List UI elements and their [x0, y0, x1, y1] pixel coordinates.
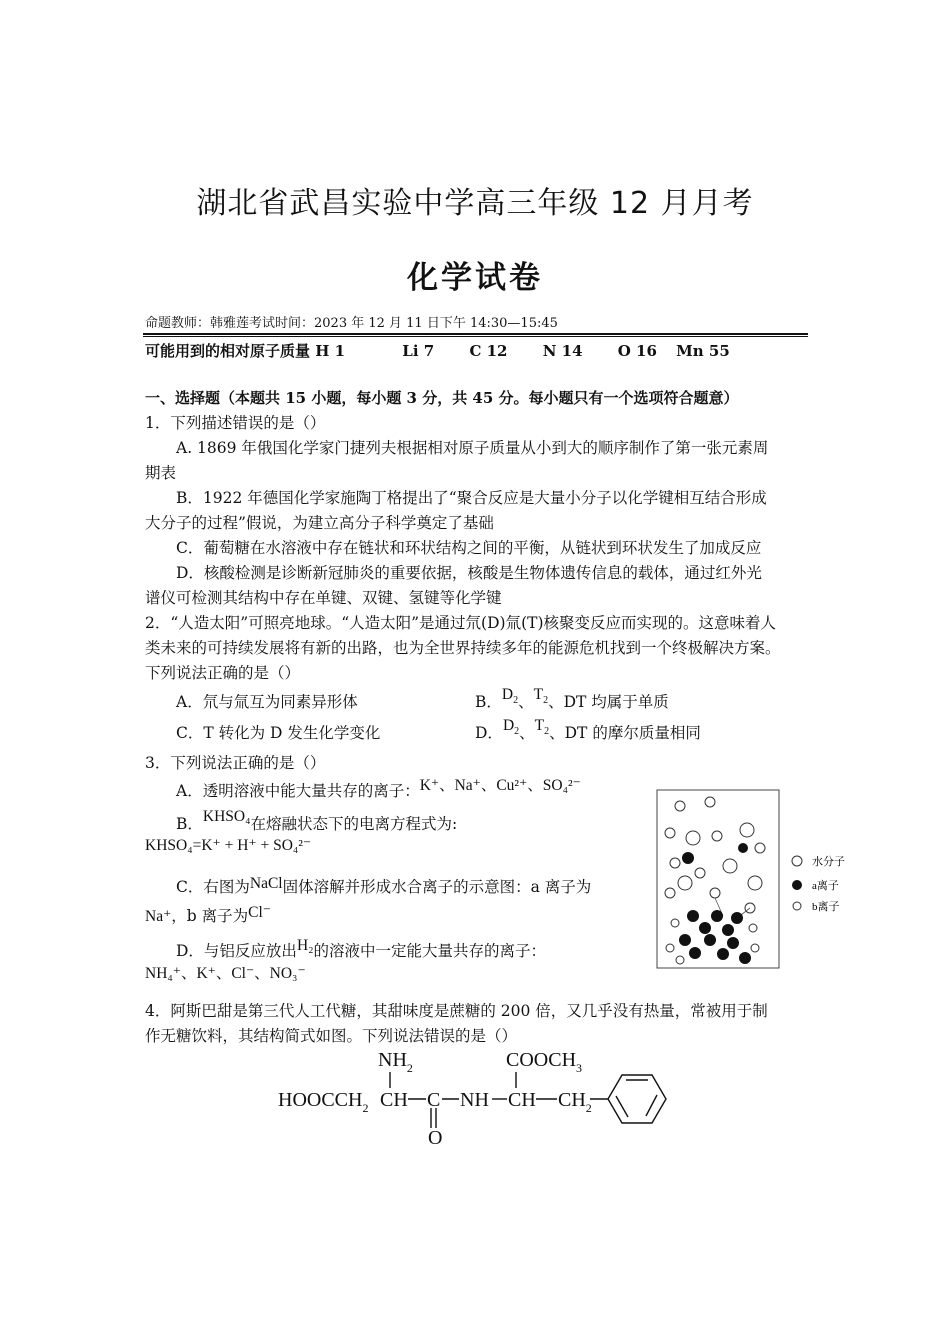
- a-ion: [689, 947, 701, 959]
- a-ion: [699, 922, 711, 934]
- q3-option-c: C．右图为NaCl固体溶解并形成水合离子的示意图：a 离子为: [176, 875, 592, 896]
- water-molecule: [712, 831, 722, 841]
- a-ion: [731, 912, 743, 924]
- q3-option-d: D．与铝反应放出H₂的溶液中一定能大量共存的离子：: [176, 937, 547, 960]
- water-molecule: [748, 876, 762, 890]
- mass-o: O 16: [617, 342, 657, 360]
- q1-option-a-cont: 期表: [145, 464, 177, 482]
- q1-option-b-cont: 大分子的过程”假说，为建立高分子科学奠定了基础: [145, 514, 494, 532]
- water-molecule: [755, 843, 765, 853]
- water-molecule: [678, 876, 692, 890]
- a-ion: [722, 924, 734, 936]
- water-molecule: [705, 797, 715, 807]
- water-molecule: [723, 859, 737, 873]
- mass-c: C 12: [469, 342, 508, 360]
- q1-option-c: C．葡萄糖在水溶液中存在链状和环状结构之间的平衡，从链状到环状发生了加成反应: [176, 539, 762, 557]
- legend-a-icon: [792, 880, 802, 890]
- ch2-benzyl: $CH_2$: [558, 1089, 592, 1115]
- mass-li: Li 7: [402, 342, 435, 360]
- header-rule: [143, 333, 808, 335]
- cooch3-group: $COOCH_3$: [506, 1049, 583, 1075]
- q2-option-d: D．$D_2$、$T_2$、DT 的摩尔质量相同: [475, 717, 701, 742]
- page-subtitle: 化学试卷: [407, 260, 543, 296]
- hoocch2-group: $HOOCCH_2$: [278, 1089, 369, 1115]
- q3-option-c-cont: Na⁺，b 离子为Cl⁻: [145, 904, 271, 925]
- q1-option-d-cont: 谱仪可检测其结构中存在单键、双键、氢键等化学键: [145, 589, 502, 607]
- nh2-group: $NH_2$: [378, 1049, 413, 1075]
- q2-stem-1: 2．“人造太阳”可照亮地球。“人造太阳”是通过氘(D)氚(T)核聚变反应而实现的。这意味着人: [145, 614, 777, 632]
- a-ion: [682, 852, 694, 864]
- q2-option-c: C．T 转化为 D 发生化学变化: [176, 724, 381, 742]
- carbonyl-c: C: [427, 1089, 441, 1111]
- water-molecule: [670, 858, 680, 868]
- masses-label: 可能用到的相对原子质量 H 1: [145, 342, 346, 360]
- q1-stem: 1．下列描述错误的是（）: [145, 414, 326, 432]
- b-ion: [751, 944, 759, 952]
- legend-b-label: b离子: [812, 901, 840, 913]
- b-ion: [671, 919, 679, 927]
- aspartame-structure: [270, 1040, 690, 1150]
- water-molecule: [675, 801, 685, 811]
- legend-a-label: a离子: [812, 880, 839, 892]
- q3-stem: 3．下列说法正确的是（）: [145, 754, 326, 772]
- b-ion: [749, 924, 757, 932]
- benzene-ring: [608, 1075, 666, 1123]
- nacl-dissolution-figure: [655, 788, 855, 970]
- q3-option-d-ions: NH₄⁺、K⁺、Cl⁻、NO₃⁻: [145, 965, 306, 982]
- q2-option-b: B．$D_2$、$T_2$、DT 均属于单质: [475, 686, 669, 711]
- mass-mn: Mn 55: [676, 342, 730, 360]
- q3-option-b: B．KHSO₄在熔融状态下的电离方程式为:: [176, 808, 458, 833]
- page-title: 湖北省武昌实验中学高三年级 12 月月考: [196, 186, 754, 221]
- water-molecule: [665, 888, 675, 898]
- atomic-masses: [145, 340, 730, 361]
- legend-water-label: 水分子: [812, 856, 845, 868]
- legend-b-icon: [793, 902, 801, 910]
- ch-beta: CH: [508, 1089, 536, 1111]
- mass-n: N 14: [542, 342, 583, 360]
- q2-stem-2: 类未来的可持续发展将有新的出路，也为全世界持续多年的能源危机找到一个终极解决方案。: [145, 639, 781, 657]
- q2-stem-3: 下列说法正确的是（）: [145, 664, 301, 682]
- header-rule-thin: [143, 336, 808, 337]
- a-ion: [717, 948, 729, 960]
- q2-option-a: A．氘与氚互为同素异形体: [176, 693, 358, 711]
- q4-stem-1: 4．阿斯巴甜是第三代人工代糖，其甜味度是蔗糖的 200 倍，又几乎没有热量，常被用于制: [145, 1002, 768, 1020]
- q3-option-b-equation: KHSO₄=K⁺ + H⁺ + SO₄²⁻: [145, 837, 312, 854]
- a-ion: [704, 934, 716, 946]
- legend-water-icon: [792, 856, 802, 866]
- q1-option-a: A. 1869 年俄国化学家门捷列夫根据相对原子质量从小到大的顺序制作了第一张元素周: [176, 439, 769, 457]
- q3-option-a: A．透明溶液中能大量共存的离子：K⁺、Na⁺、Cu²⁺、SO₄²⁻: [176, 777, 581, 800]
- water-molecule: [740, 823, 754, 837]
- water-molecule: [686, 831, 700, 845]
- exam-meta: 命题教师：韩雅莲考试时间：2023 年 12 月 11 日下午 14:30—15:45: [145, 316, 558, 331]
- water-molecule: [665, 828, 675, 838]
- a-ion: [679, 934, 691, 946]
- carbonyl-o: O: [428, 1127, 443, 1149]
- q1-option-b: B．1922 年德国化学家施陶丁格提出了“聚合反应是大量小分子以化学键相互结合形成: [176, 489, 767, 507]
- b-ion: [676, 956, 684, 964]
- water-molecule: [695, 868, 705, 878]
- water-molecule: [710, 888, 720, 898]
- a-ion: [687, 910, 699, 922]
- b-ion: [666, 944, 674, 952]
- ch-alpha: CH: [380, 1089, 408, 1111]
- a-ion: [738, 843, 748, 853]
- q1-option-d: D．核酸检测是诊断新冠肺炎的重要依据，核酸是生物体遗传信息的载体，通过红外光: [176, 564, 762, 582]
- nh-link: NH: [460, 1089, 489, 1111]
- section-heading: 一、选择题（本题共 15 小题，每小题 3 分，共 45 分。每小题只有一个选项符合题意）: [145, 389, 739, 407]
- a-ion: [711, 910, 723, 922]
- a-ion: [727, 937, 739, 949]
- q4-stem-2: 作无糖饮料，其结构简式如图。下列说法错误的是（）: [145, 1027, 518, 1045]
- a-ion: [739, 952, 751, 964]
